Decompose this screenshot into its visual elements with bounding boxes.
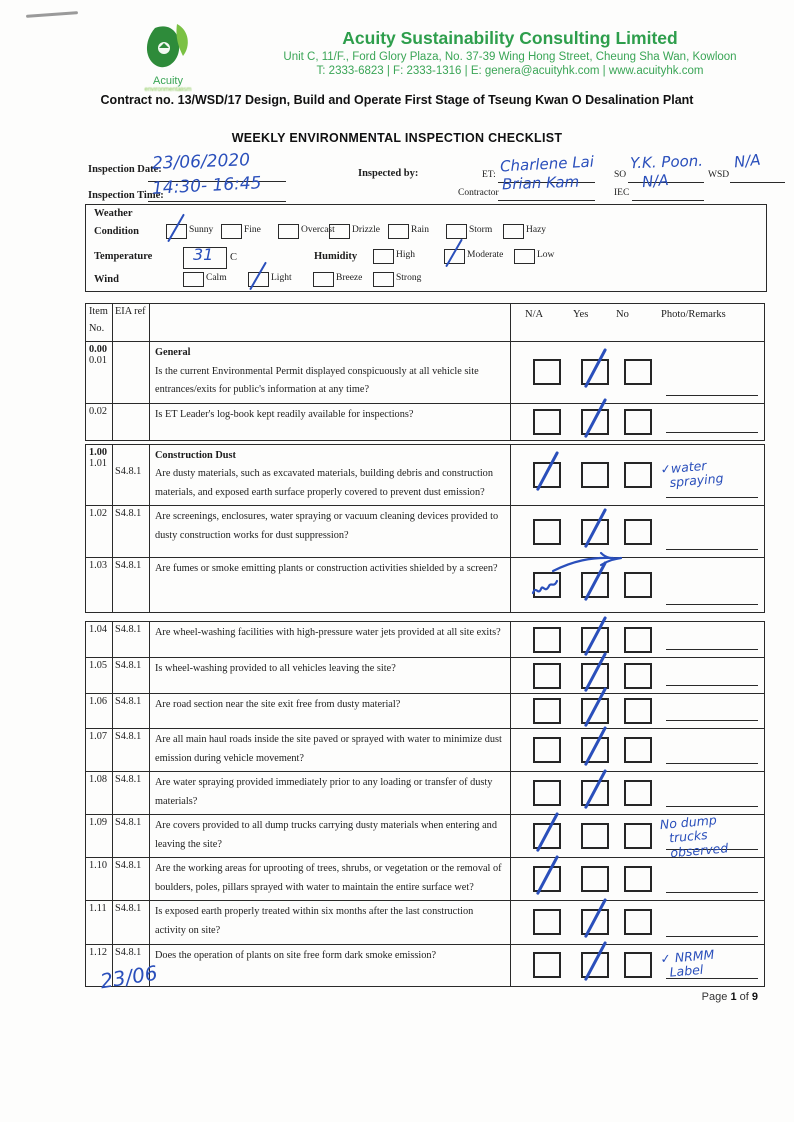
yes-checkbox bbox=[581, 823, 609, 849]
section-number: 1.00 bbox=[89, 446, 108, 458]
inspection-table bbox=[85, 303, 765, 987]
yes-checkbox bbox=[581, 698, 609, 724]
yes-checkbox bbox=[581, 519, 609, 545]
weather-checkbox bbox=[248, 272, 269, 287]
item-number: 1.10 bbox=[89, 860, 108, 872]
question-text: Are the working areas for uprooting of trees, shrubs, or vegetation or the removal of boulders, poles, pillars sprayed with water to maintain the entire surface wet? bbox=[155, 863, 502, 893]
eia-ref: S4.8.1 bbox=[115, 660, 142, 672]
table-row bbox=[86, 403, 764, 440]
no-checkbox bbox=[624, 909, 652, 935]
na-checkbox bbox=[533, 359, 561, 385]
na-checkbox bbox=[533, 866, 561, 892]
handwritten-check-icon bbox=[167, 214, 185, 243]
condition-label: Condition bbox=[94, 226, 139, 237]
yes-checkbox bbox=[581, 866, 609, 892]
logo-tagline: environmentalism bbox=[144, 87, 192, 93]
company-name: Acuity Sustainability Consulting Limited bbox=[342, 28, 678, 48]
no-checkbox bbox=[624, 519, 652, 545]
handwritten-check-icon bbox=[249, 262, 267, 291]
remarks-col-header: Photo/Remarks bbox=[661, 309, 726, 320]
remark-underline bbox=[666, 720, 758, 721]
contract-line: Contract no. 13/WSD/17 Design, Build and Operate First Stage of Tseung Kwan O Desalination Plant bbox=[100, 93, 694, 107]
weather-title: Weather bbox=[94, 208, 133, 219]
no-checkbox bbox=[624, 737, 652, 763]
temperature-unit: C bbox=[230, 252, 238, 263]
eia-ref: S4.8.1 bbox=[115, 696, 142, 708]
section-title: Construction Dust bbox=[155, 449, 236, 461]
contractor-value: Brian Kam bbox=[501, 172, 580, 194]
weather-option-label: Rain bbox=[411, 225, 429, 235]
handwritten-check-icon bbox=[536, 451, 559, 491]
table-row bbox=[86, 557, 764, 612]
no-checkbox bbox=[624, 359, 652, 385]
yes-checkbox bbox=[581, 737, 609, 763]
table-group bbox=[85, 303, 765, 441]
weather-checkbox bbox=[503, 224, 524, 239]
page-prefix: Page bbox=[701, 991, 728, 1003]
company-address: Unit C, 11/F., Ford Glory Plaza, No. 37-39 Wing Hong Street, Cheung Sha Wan, Kowloon bbox=[283, 51, 737, 63]
inspection-time-value: 14:30- 16:45 bbox=[151, 173, 262, 199]
item-number: 1.03 bbox=[89, 560, 108, 572]
inspection-date-value: 23/06/2020 bbox=[151, 150, 251, 174]
remark-line-text: spraying bbox=[669, 470, 725, 491]
remark-underline bbox=[666, 763, 758, 764]
question-text: Is the current Environmental Permit displayed conspicuously at all vehicle site entrances/exits for public's information at any time? bbox=[155, 365, 479, 396]
yes-checkbox bbox=[581, 952, 609, 978]
eia-ref: S4.8.1 bbox=[115, 731, 142, 743]
question-text: Is wheel-washing provided to all vehicles leaving the site? bbox=[155, 663, 396, 675]
handwritten-check-icon bbox=[584, 398, 607, 438]
question-text: Are covers provided to all dump trucks carrying dusty materials when entering and leaving the site? bbox=[155, 820, 497, 850]
item-col-header: Item bbox=[89, 306, 108, 317]
weather-option-label: High bbox=[396, 250, 415, 260]
weather-checkbox bbox=[329, 224, 350, 239]
no-checkbox bbox=[624, 409, 652, 435]
so-label: SO bbox=[614, 170, 627, 180]
section-number: 0.00 bbox=[89, 344, 108, 355]
question-text: Are all main haul roads inside the site paved or sprayed with water to minimize dust emission during vehicle movement? bbox=[155, 734, 502, 764]
iec-underline bbox=[632, 199, 704, 201]
eia-ref: S4.8.1 bbox=[115, 560, 142, 572]
eia-ref: S4.8.1 bbox=[115, 946, 142, 958]
remark-underline bbox=[666, 936, 758, 937]
scan-artifact-mark bbox=[26, 11, 78, 18]
question-text: Are fumes or smoke emitting plants or construction activities shielded by a screen? bbox=[155, 563, 498, 575]
item-number: 1.12 bbox=[89, 946, 108, 958]
yes-checkbox bbox=[581, 663, 609, 689]
na-checkbox bbox=[533, 780, 561, 806]
remark-line-text: ✓water bbox=[659, 457, 708, 477]
remark-line-text: ✓ NRMM bbox=[659, 946, 715, 967]
question-text: Are road section near the site exit free from dusty material? bbox=[155, 699, 401, 711]
na-checkbox bbox=[533, 409, 561, 435]
remark-line-text: trucks observed bbox=[668, 827, 729, 861]
remark-underline bbox=[666, 685, 758, 686]
handwritten-remark bbox=[660, 948, 716, 981]
item-number: 1.05 bbox=[89, 660, 108, 672]
inspection-date-label: Inspection Date: bbox=[88, 164, 162, 175]
remark-underline bbox=[666, 604, 758, 605]
no-checkbox bbox=[624, 780, 652, 806]
table-row bbox=[86, 693, 764, 728]
item-number: 1.11 bbox=[89, 903, 107, 915]
weather-option-label: Breeze bbox=[336, 273, 363, 283]
page-of: of bbox=[739, 991, 749, 1003]
weather-option-label: Storm bbox=[469, 225, 493, 235]
table-row bbox=[86, 728, 764, 771]
contractor-label: Contractor bbox=[458, 188, 499, 198]
no-checkbox bbox=[624, 698, 652, 724]
weather-option-label: Drizzle bbox=[352, 225, 380, 235]
temperature-label: Temperature bbox=[94, 251, 153, 262]
yes-checkbox bbox=[581, 780, 609, 806]
remark-underline bbox=[666, 649, 758, 650]
remark-line-text: No dump bbox=[659, 812, 718, 833]
eia-col-header: EIA ref bbox=[115, 306, 146, 317]
eia-ref: S4.8.1 bbox=[115, 774, 142, 786]
item-number: 1.07 bbox=[89, 731, 108, 743]
weather-option-label: Hazy bbox=[526, 225, 547, 235]
handwritten-check-icon bbox=[536, 812, 559, 852]
na-checkbox bbox=[533, 909, 561, 935]
no-checkbox bbox=[624, 866, 652, 892]
weather-option-label: Low bbox=[537, 250, 555, 260]
weather-option-label: Strong bbox=[396, 273, 422, 283]
handwritten-remark bbox=[660, 457, 724, 491]
remark-underline bbox=[666, 395, 758, 396]
table-row bbox=[86, 857, 764, 900]
na-checkbox bbox=[533, 663, 561, 689]
table-row bbox=[86, 812, 764, 861]
handwritten-check-icon bbox=[584, 769, 607, 809]
weather-option-label: Fine bbox=[244, 225, 261, 235]
weather-option-label: Overcast bbox=[301, 225, 335, 235]
question-text: Are water spraying provided immediately prior to any loading or transfer of dusty materials? bbox=[155, 777, 493, 807]
et-value: Charlene Lai bbox=[499, 152, 595, 176]
wind-label: Wind bbox=[94, 274, 119, 285]
item-number: 1.08 bbox=[89, 774, 108, 786]
question-text: Are screenings, enclosures, water spraying or vacuum cleaning devices provided to dusty construction works for dust suppression? bbox=[155, 511, 499, 541]
remark-line-text: Label bbox=[668, 962, 704, 981]
item-col-header: No. bbox=[89, 323, 105, 334]
na-checkbox bbox=[533, 737, 561, 763]
table-row bbox=[86, 944, 764, 986]
yes-checkbox bbox=[581, 359, 609, 385]
question-text: Are dusty materials, such as excavated materials, building debris and construction materials, and exposed earth surface properly covered to prevent dust emission? bbox=[155, 468, 493, 498]
handwritten-check-icon bbox=[584, 348, 607, 388]
temperature-value: 31 bbox=[193, 245, 214, 264]
weather-checkbox bbox=[166, 224, 187, 239]
remark-underline bbox=[666, 892, 758, 893]
iec-value: N/A bbox=[641, 170, 670, 192]
table-row bbox=[86, 622, 764, 657]
item-number: 1.01 bbox=[89, 457, 108, 469]
yes-checkbox bbox=[581, 462, 609, 488]
table-header-row bbox=[86, 304, 764, 341]
na-checkbox bbox=[533, 462, 561, 488]
no-checkbox bbox=[624, 627, 652, 653]
handwritten-check-icon bbox=[584, 898, 607, 938]
company-logo bbox=[126, 20, 210, 93]
weather-checkbox bbox=[278, 224, 299, 239]
eia-ref: S4.8.1 bbox=[115, 465, 142, 477]
footer-handwritten-date: 23/06 bbox=[98, 960, 160, 994]
wsd-label: WSD bbox=[708, 170, 730, 180]
na-checkbox bbox=[533, 519, 561, 545]
table-row bbox=[86, 771, 764, 814]
na-checkbox bbox=[533, 952, 561, 978]
weather-option-label: Sunny bbox=[189, 225, 214, 235]
scribble-mark-icon bbox=[531, 576, 559, 598]
handwritten-check-icon bbox=[584, 941, 607, 981]
no-checkbox bbox=[624, 462, 652, 488]
weather-checkbox bbox=[446, 224, 467, 239]
na-checkbox bbox=[533, 627, 561, 653]
item-number: 0.01 bbox=[89, 355, 108, 366]
weather-checkbox bbox=[373, 249, 394, 264]
item-number: 0.02 bbox=[89, 405, 108, 417]
na-checkbox bbox=[533, 823, 561, 849]
table-row bbox=[86, 505, 764, 557]
handwritten-check-icon bbox=[584, 616, 607, 656]
question-text: Is ET Leader's log-book kept readily available for inspections? bbox=[155, 408, 414, 420]
item-number: 1.09 bbox=[89, 817, 108, 829]
yes-checkbox bbox=[581, 627, 609, 653]
weather-checkbox bbox=[183, 272, 204, 287]
item-number: 1.02 bbox=[89, 508, 108, 520]
weather-checkbox bbox=[444, 249, 465, 264]
table-group bbox=[85, 444, 765, 614]
item-number: 1.06 bbox=[89, 696, 108, 708]
eia-ref: S4.8.1 bbox=[115, 624, 142, 636]
table-row bbox=[86, 657, 764, 693]
table-group bbox=[85, 621, 765, 986]
item-number: 1.04 bbox=[89, 624, 108, 636]
et-label: ET: bbox=[482, 170, 496, 180]
weather-checkbox bbox=[388, 224, 409, 239]
eia-ref: S4.8.1 bbox=[115, 903, 142, 915]
table-row bbox=[86, 445, 764, 506]
weather-section bbox=[85, 204, 767, 292]
handwritten-check-icon bbox=[445, 239, 463, 268]
no-col-header: No bbox=[616, 309, 629, 320]
handwritten-check-icon bbox=[584, 687, 607, 727]
yes-checkbox bbox=[581, 409, 609, 435]
wsd-value: N/A bbox=[733, 150, 762, 172]
page-total: 9 bbox=[751, 991, 758, 1003]
eia-ref: S4.8.1 bbox=[115, 817, 142, 829]
no-checkbox bbox=[624, 823, 652, 849]
no-checkbox bbox=[624, 663, 652, 689]
handwritten-check-icon bbox=[584, 652, 607, 692]
remark-underline bbox=[666, 432, 758, 433]
weather-checkbox bbox=[221, 224, 242, 239]
time-underline bbox=[148, 200, 286, 202]
no-checkbox bbox=[624, 572, 652, 598]
logo-text: Acuity bbox=[153, 75, 183, 87]
yes-col-header: Yes bbox=[573, 309, 589, 320]
weather-checkbox bbox=[373, 272, 394, 287]
leaf-logo-icon bbox=[137, 20, 199, 74]
section-title: General bbox=[155, 347, 191, 358]
humidity-label: Humidity bbox=[314, 251, 358, 262]
remark-underline bbox=[666, 497, 758, 498]
document-title: WEEKLY ENVIRONMENTAL INSPECTION CHECKLIST bbox=[231, 131, 563, 145]
yes-checkbox bbox=[581, 909, 609, 935]
weather-option-label: Light bbox=[271, 273, 292, 283]
handwritten-check-icon bbox=[536, 855, 559, 895]
handwritten-check-icon bbox=[584, 508, 607, 548]
na-col-header: N/A bbox=[525, 309, 544, 320]
na-checkbox bbox=[533, 572, 561, 598]
handwritten-check-icon bbox=[584, 726, 607, 766]
weather-option-label: Calm bbox=[206, 273, 227, 283]
wsd-underline bbox=[730, 181, 785, 183]
iec-label: IEC bbox=[614, 188, 630, 198]
inspected-by-label: Inspected by: bbox=[358, 168, 419, 179]
remark-underline bbox=[666, 806, 758, 807]
weather-option-label: Moderate bbox=[467, 250, 504, 260]
question-text: Does the operation of plants on site free form dark smoke emission? bbox=[155, 949, 437, 961]
yes-checkbox bbox=[581, 572, 609, 598]
remark-underline bbox=[666, 549, 758, 550]
arrow-doodle-icon bbox=[551, 549, 631, 575]
question-text: Is exposed earth properly treated within six months after the last construction activity on site? bbox=[155, 906, 474, 936]
weather-checkbox bbox=[514, 249, 535, 264]
so-value: Y.K. Poon. bbox=[629, 151, 704, 173]
contractor-underline bbox=[498, 199, 595, 201]
question-text: Are wheel-washing facilities with high-pressure water jets provided at all site exits? bbox=[155, 627, 501, 639]
table-row bbox=[86, 900, 764, 943]
inspection-time-label: Inspection Time: bbox=[88, 190, 164, 201]
eia-ref: S4.8.1 bbox=[115, 860, 142, 872]
table-row bbox=[86, 341, 764, 403]
handwritten-remark bbox=[659, 810, 765, 862]
no-checkbox bbox=[624, 952, 652, 978]
company-contact: T: 2333-6823 | F: 2333-1316 | E: genera@acuityhk.com | www.acuityhk.com bbox=[316, 65, 704, 77]
page-number-value: 1 bbox=[730, 991, 737, 1003]
weather-checkbox bbox=[313, 272, 334, 287]
na-checkbox bbox=[533, 698, 561, 724]
page-number bbox=[702, 991, 758, 1003]
eia-ref: S4.8.1 bbox=[115, 508, 142, 520]
